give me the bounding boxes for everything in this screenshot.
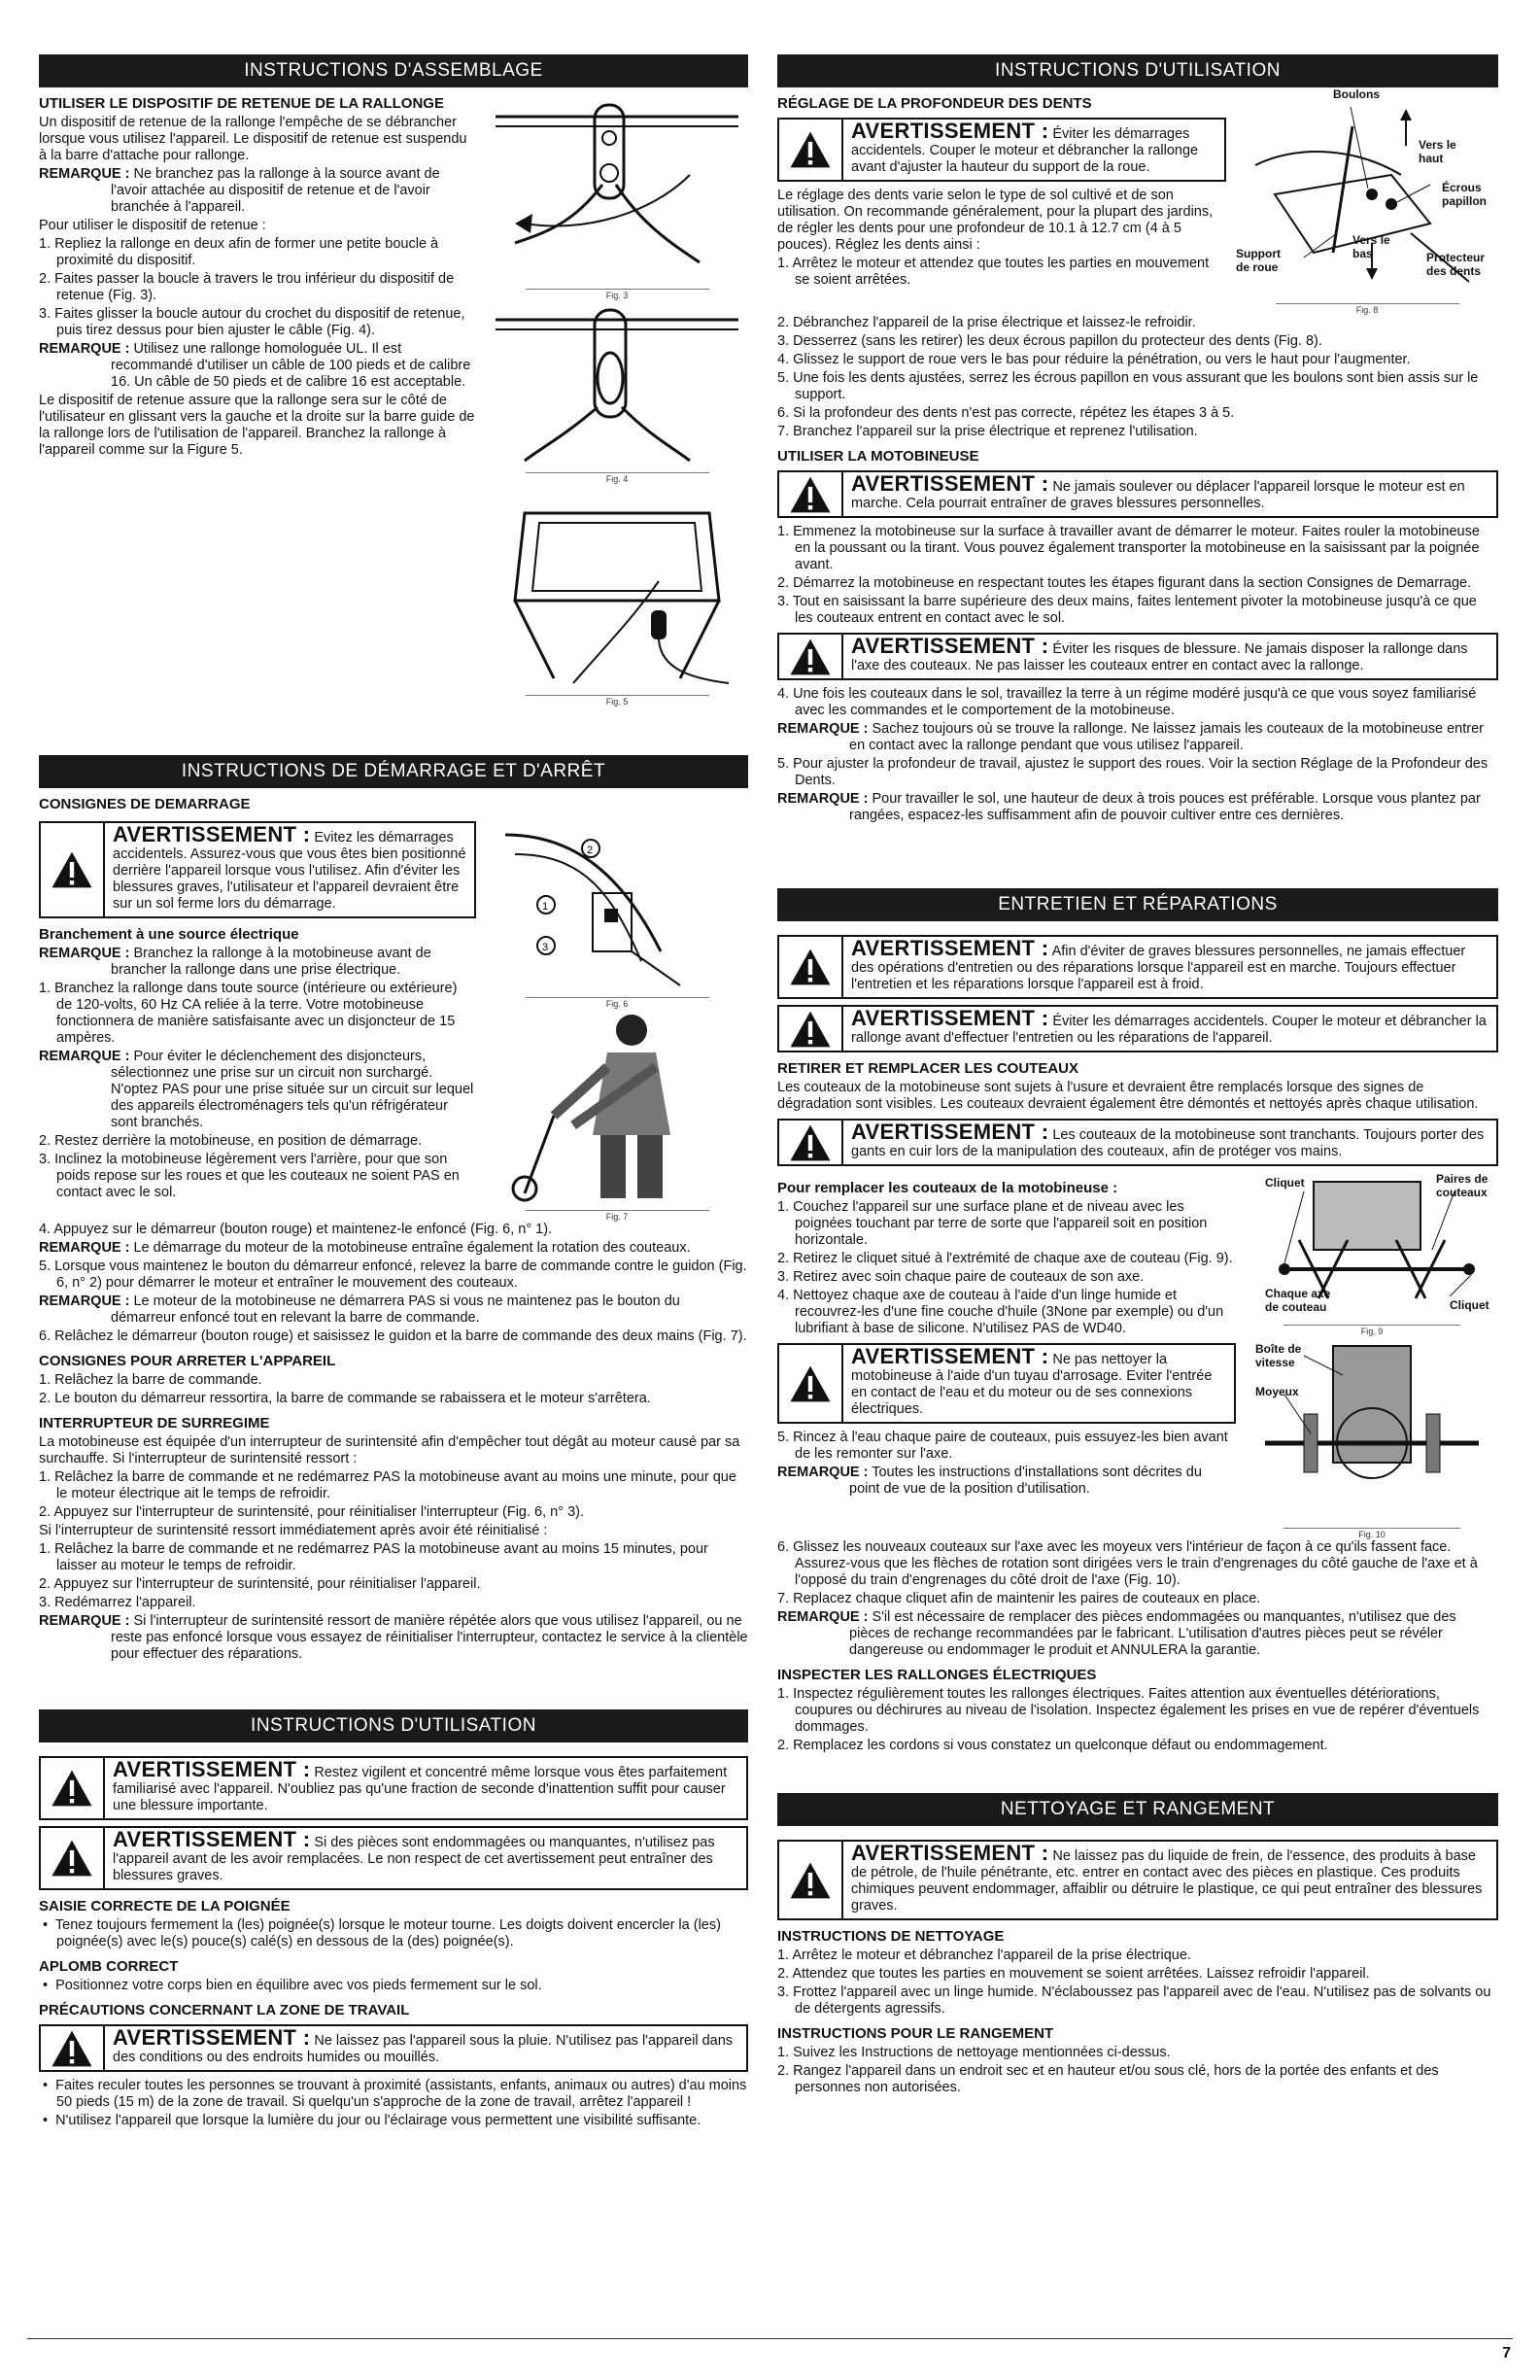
svg-text:2: 2: [587, 845, 594, 856]
branch-remark-2: REMARQUE : Pour éviter le déclenchement des disjoncteurs, sélectionnez une prise sur un circuit non surchargé. N'optez PAS pour une prise située sur un circuit sur lequel des appareils électroménagers tels qu'un réfrigérateur sont branchés.: [39, 1049, 474, 1130]
motor-step-5: 5. Pour ajuster la profondeur de travail, ajustez le support des roues. Voir la section Réglage de la Profondeur des Dents.: [777, 756, 1489, 788]
depth-step-4: 4. Glissez le support de roue vers le bas pour réduire la pénétration, ou vers le haut pour l'augmenter.: [777, 352, 1411, 367]
warning-maintenance-1: AVERTISSEMENT : Afin d'éviter de graves blessures personnelles, ne jamais effectuer des opérations d'entretien ou des réparations lorsque l'appareil est en marche. Toujours effectuer l'entretien et les réparations lorsque l'appareil est à froid.: [777, 935, 1498, 999]
stop-step-1: 1. Relâchez la barre de commande.: [39, 1372, 262, 1388]
figures-3-4-5: [486, 87, 748, 707]
warning-water: AVERTISSEMENT : Ne pas nettoyer la motobineuse à l'aide d'un tuyau d'arrosage. Eviter l'entrée en contact de l'eau et du moteur ou de ses connexions électriques.: [777, 1343, 1236, 1424]
depth-step-7: 7. Branchez l'appareil sur la prise électrique et reprenez l'utilisation.: [777, 424, 1198, 439]
fig9-label-pawl: Cliquet: [1265, 1176, 1305, 1190]
replace-step-7: 7. Replacez chaque cliquet afin de maintenir les paires de couteaux en place.: [777, 1591, 1261, 1606]
fig9-label-pairs: Paires de couteaux: [1436, 1172, 1489, 1199]
store-step-1: 1. Suivez les Instructions de nettoyage mentionnées ci-dessus.: [777, 2045, 1171, 2060]
start-section: [39, 815, 748, 1222]
warning-depth: AVERTISSEMENT : Éviter les démarrages accidentels. Couper le moteur et débrancher la rallonge avant d'ajuster la hauteur du support de la roue.: [777, 118, 1226, 182]
warning-chemicals: AVERTISSEMENT : Ne laissez pas du liquide de frein, de l'essence, des produits à base de pétrole, de l'huile pénétrante, etc. entrer en contact avec des pièces en plastique. Ces produits chimiques peuvent endommager, affaiblir ou détruire le plastique, ce qui peut entraîner des blessures graves.: [777, 1840, 1498, 1920]
fig8-label-support: Support de roue: [1236, 247, 1281, 274]
branch-title: Branchement à une source électrique: [39, 926, 299, 943]
overload-step-b1: 1. Relâchez la barre de commande et ne redémarrez PAS la motobineuse avant au moins 15 minutes, pour laisser au moteur le temps de refroidir.: [39, 1541, 708, 1573]
motor-title: UTILISER LA MOTOBINEUSE: [777, 448, 979, 465]
cords-step-1: 1. Inspectez régulièrement toutes les rallonges électriques. Faites attention aux éventuelles détériorations, coupures ou déchirures au niveau de l'isolation. Inspectez également les prises en vue de repérer d'éventuels dommages.: [777, 1686, 1480, 1735]
retention-outro: Le dispositif de retenue assure que la rallonge sera sur le côté de l'utilisateur en glissant vers la gauche et la droite sur la barre guide de la rallonge lors de l'utilisation de l'appareil. Branchez la rallonge à l'appareil comme sur la Figure 5.: [39, 393, 475, 458]
svg-text:1: 1: [542, 901, 549, 913]
retention-step-2: 2. Faites passer la boucle à travers le trou inférieur du dispositif de retenue (Fig. 3).: [39, 271, 455, 303]
depth-step-3: 3. Desserrez (sans les retirer) les deux écrous papillon du protecteur des dents (Fig. 8).: [777, 333, 1322, 349]
depth-step-1: 1. Arrêtez le moteur et attendez que toutes les parties en mouvement se soient arrêtées.: [777, 256, 1210, 288]
fig9-label-axle: Chaque axe de couteau: [1265, 1287, 1331, 1314]
stance-title: APLOMB CORRECT: [39, 1958, 179, 1975]
clean-step-3: 3. Frottez l'appareil avec un linge humide. N'éclaboussez pas l'appareil avec de l'eau. N'utilisez pas de solvants ou de détergents agressifs.: [777, 1984, 1491, 2017]
motor-step-1: 1. Emmenez la motobineuse sur la surface à travailler avant de démarrer le moteur. Faites rouler la motobineuse en la poussant ou la tirant. Vous pouvez également transporter la motobineuse en la saisissant par la poignée avant.: [777, 524, 1480, 572]
start-step-4: 4. Appuyez sur le démarreur (bouton rouge) et maintenez-le enfoncé (Fig. 6, n° 1).: [39, 1222, 553, 1237]
overload-remark: REMARQUE : Si l'interrupteur de surintensité ressort de manière répétée alors que vous utilisez l'appareil, ou ne reste pas enfoncé lorsque vous essayez de réinitialiser l'interrupteur, contactez le service à la clientèle pour effectuer des réparations.: [39, 1613, 748, 1662]
fig9-label: Fig. 9: [1283, 1325, 1460, 1336]
warning-icon: [41, 2026, 105, 2070]
warning-icon: [779, 1007, 843, 1051]
depth-title: RÉGLAGE DE LA PROFONDEUR DES DENTS: [777, 95, 1092, 112]
start-step-5: 5. Lorsque vous maintenez le bouton du démarreur enfoncé, relevez la barre de commande contre le guidon (Fig. 6, n° 2) pour démarrer le moteur et entraîner le mouvement des couteaux.: [39, 1259, 747, 1291]
warning-icon: [41, 1828, 105, 1888]
fig4-illustration: [486, 300, 748, 466]
retention-step-3: 3. Faites glisser la boucle autour du crochet du dispositif de retenue, puis tirez dessus pour bien ajuster le câble (Fig. 4).: [39, 306, 465, 338]
page-number: 7: [1502, 2345, 1511, 2362]
fig8-label: Fig. 8: [1276, 303, 1459, 315]
replace-title: Pour remplacer les couteaux de la motobineuse :: [777, 1180, 1118, 1196]
warning-maintenance-2: AVERTISSEMENT : Éviter les démarrages accidentels. Couper le moteur et débrancher la rallonge avant d'effectuer l'entretien ou les réparations de l'appareil.: [777, 1005, 1498, 1052]
warning-cord: AVERTISSEMENT : Éviter les risques de blessure. Ne jamais disposer la rallonge dans l'axe des couteaux. Ne pas laisser les couteaux entrer en contact avec la rallonge.: [777, 633, 1498, 680]
banner-assembly: INSTRUCTIONS D'ASSEMBLAGE: [39, 54, 748, 87]
overload-title: INTERRUPTEUR DE SURREGIME: [39, 1415, 270, 1431]
fig7-illustration: [486, 1009, 748, 1203]
warning-icon: [41, 823, 105, 916]
branch-step-1: 1. Branchez la rallonge dans toute source (intérieure ou extérieure) de 120-volts, 60 Hz CA reliée à la terre. Votre motobineuse fonctionnera de manière satisfaisante avec un disjoncteur de 15 ampères.: [39, 981, 458, 1046]
retention-remark-2: REMARQUE : Utilisez une rallonge homologuée UL. Il est recommandé d'utiliser un câble de 100 pieds et de calibre 16. Un câble de 50 pieds et de calibre 16 est acceptable.: [39, 341, 471, 390]
cords-title: INSPECTER LES RALLONGES ÉLECTRIQUES: [777, 1667, 1097, 1683]
retention-intro: Un dispositif de retenue de la rallonge l'empêche de se débrancher lorsque vous utilisez l'appareil. Le dispositif de retenue est suspendu à la barre d'attache pour rallonge.: [39, 115, 467, 163]
grip-text: • Tenez toujours fermement la (les) poignée(s) lorsque le moteur tourne. Les doigts doivent encercler la (les) poignée(s) avec le(s) pouce(s) calé(s) en dessous de la (des) poignée(s).: [43, 1917, 721, 1949]
replace-section: [777, 1172, 1498, 1539]
overload-step-a1: 1. Relâchez la barre de commande et ne redémarrez PAS la motobineuse avant au moins une minute, pour que le moteur électrique ait le temps de refroidir.: [39, 1469, 736, 1501]
depth-step-6: 6. Si la profondeur des dents n'est pas correcte, répétez les étapes 3 à 5.: [777, 405, 1235, 421]
depth-intro: Le réglage des dents varie selon le type de sol cultivé et de son utilisation. On recommande généralement, pour la plupart des jardins, de régler les dents pour une profondeur de 10.1 à 12.7 cm (4 à 5 pouces). Réglez les dents ainsi :: [777, 188, 1214, 253]
replace-step-6: 6. Glissez les nouveaux couteaux sur l'axe avec les moyeux vers l'intérieur de façon à ce qu'ils fassent face. Assurez-vous que les flèches de rotation sont dirigées vers le train d'engrenages du côté gauche de l'axe et à l'opposé du train d'engrenages du côté droit de l'axe (Fig. 10).: [777, 1539, 1478, 1588]
fig5-label: Fig. 5: [526, 695, 709, 707]
right-column: [777, 54, 1498, 2098]
banner-use-right: INSTRUCTIONS D'UTILISATION: [777, 54, 1498, 87]
fig9-label-pawl-2: Cliquet: [1450, 1298, 1489, 1312]
depth-section: [777, 87, 1498, 315]
replace-step-5: 5. Rincez à l'eau chaque paire de couteaux, puis essuyez-les bien avant de les remonter sur l'axe.: [777, 1430, 1228, 1462]
retention-title: UTILISER LE DISPOSITIF DE RETENUE DE LA RALLONGE: [39, 95, 444, 112]
overload-intro: La motobineuse est équipée d'un interrupteur de surintensité afin d'empêcher tout dégât au moteur causé par sa surchauffe. Si l'interrupteur de surintensité ressort :: [39, 1434, 740, 1466]
area-bullet-2: • N'utilisez l'appareil que lorsque la lumière du jour ou l'éclairage vous permettent une visibilité suffisante.: [43, 2113, 702, 2128]
clean-title: INSTRUCTIONS DE NETTOYAGE: [777, 1928, 1005, 1945]
fig3-illustration: [486, 87, 748, 282]
area-title: PRÉCAUTIONS CONCERNANT LA ZONE DE TRAVAIL: [39, 2002, 410, 2018]
fig8-label-guard: Protecteur des dents: [1426, 251, 1486, 278]
branch-step-3: 3. Inclinez la motobineuse légèrement vers l'arrière, pour que son poids repose sur les roues et que les couteaux ne soient PAS en contact avec le sol.: [39, 1152, 460, 1200]
figures-9-10: [1246, 1172, 1498, 1539]
fig8-label-up: Vers le haut: [1419, 138, 1456, 165]
warning-icon: [779, 120, 843, 180]
footer-rule: [27, 2338, 1513, 2339]
warning-motor: AVERTISSEMENT : Ne jamais soulever ou déplacer l'appareil lorsque le moteur est en marche. Cela pourrait entraîner de graves blessures personnelles.: [777, 470, 1498, 518]
warning-icon: [779, 937, 843, 997]
fig7-label: Fig. 7: [526, 1210, 709, 1222]
branch-step-2: 2. Restez derrière la motobineuse, en position de démarrage.: [39, 1133, 423, 1149]
motor-step-4: 4. Une fois les couteaux dans le sol, travaillez la terre à un régime modéré jusqu'à ce que vous soyez familiarisé avec les commandes et le comportement de la motobineuse.: [777, 686, 1477, 718]
clean-step-2: 2. Attendez que toutes les parties en mouvement se soient arrêtées. Laissez refroidir l'appareil.: [777, 1966, 1370, 1982]
stance-text: • Positionnez votre corps bien en équilibre avec vos pieds fermement sur le sol.: [43, 1978, 542, 1993]
warning-start: AVERTISSEMENT : Evitez les démarrages accidentels. Assurez-vous que vous êtes bien positionné derrière l'appareil lorsque vous l'utilisez. Afin d'éviter les blessures graves, l'utilisateur et l'appareil devraient être sur un sol ferme lors du démarrage.: [39, 821, 476, 918]
clean-step-1: 1. Arrêtez le moteur et débranchez l'appareil de la prise électrique.: [777, 1948, 1191, 1963]
overload-step-b3: 3. Redémarrez l'appareil.: [39, 1595, 196, 1610]
start-remark-4: REMARQUE : Le moteur de la motobineuse ne démarrera PAS si vous ne maintenez pas le bouton du démarreur enfoncé tout en relevant la barre de commande.: [39, 1293, 680, 1326]
motor-step-3: 3. Tout en saisissant la barre supérieure des deux mains, faites lentement pivoter la motobineuse jusqu'à ce que les couteaux entrent en contact avec le sol.: [777, 594, 1477, 626]
replace-step-2: 2. Retirez le cliquet situé à l'extrémité de chaque axe de couteau (Fig. 9).: [777, 1251, 1233, 1266]
replace-remark-2: REMARQUE : S'il est nécessaire de remplacer des pièces endommagées ou manquantes, n'utilisez que des pièces de rechange recommandées par le fabricant. L'utilisation d'autres pièces peut se révéler dangereuse ou endommager le produit et ANNULERA la garantie.: [777, 1609, 1456, 1658]
overload-step-b2: 2. Appuyez sur l'interrupteur de surintensité, pour réinitialiser l'appareil.: [39, 1576, 481, 1592]
fig8-label-wingnuts: Écrous papillon: [1442, 181, 1487, 208]
fig8-label-down: Vers le bas: [1352, 233, 1390, 260]
stop-title: CONSIGNES POUR ARRETER L'APPAREIL: [39, 1353, 336, 1369]
warning-vigilance: AVERTISSEMENT : Restez vigilent et concentré même lorsque vous êtes parfaitement familiarisé avec l'appareil. N'oubliez pas qu'une fraction de seconde d'inattention suffit pour causer une blessure importante.: [39, 1756, 748, 1820]
warning-icon: [779, 1121, 843, 1164]
banner-maintenance: ENTRETIEN ET RÉPARATIONS: [777, 888, 1498, 921]
cords-step-2: 2. Remplacez les cordons si vous constatez un quelconque défaut ou endommagement.: [777, 1738, 1328, 1753]
store-step-2: 2. Rangez l'appareil dans un endroit sec et en hauteur et/ou sous clé, hors de la portée des enfants et des personnes non autorisées.: [777, 2063, 1439, 2095]
branch-remark-1: REMARQUE : Branchez la rallonge à la motobineuse avant de brancher la rallonge dans une prise électrique.: [39, 946, 431, 978]
replace-remark-1: REMARQUE : Toutes les instructions d'installations sont décrites du point de vue de la position d'utilisation.: [777, 1465, 1202, 1497]
motor-remark-2: REMARQUE : Pour travailler le sol, une hauteur de deux à trois pouces est préférable. Lorsque vous plantez par rangées, espacez-les suffisamment afin de pouvoir cultiver entre ces dernières.: [777, 791, 1481, 823]
replace-step-1: 1. Couchez l'appareil sur une surface plane et de niveau avec les poignées touchant par terre de sorte que l'appareil soit en position horizontale.: [777, 1199, 1208, 1248]
figure-8: [1236, 87, 1498, 315]
depth-step-5: 5. Une fois les dents ajustées, serrez les écrous papillon en vous assurant que les boulons sont bien assis sur le support.: [777, 370, 1479, 402]
blades-title: RETIRER ET REMPLACER LES COUTEAUX: [777, 1060, 1079, 1077]
retention-use: Pour utiliser le dispositif de retenue :: [39, 218, 266, 233]
replace-step-4: 4. Nettoyez chaque axe de couteau à l'aide d'un linge humide et recouvrez-les d'une fine couche d'huile (3None par exemple) ou d'un lubrifiant à base de silicone. N'utilisez PAS de WD40.: [777, 1288, 1224, 1336]
start-title: CONSIGNES DE DEMARRAGE: [39, 796, 251, 812]
overload-mid: Si l'interrupteur de surintensité ressort immédiatement après avoir été réinitialisé :: [39, 1523, 548, 1538]
stop-step-2: 2. Le bouton du démarreur ressortira, la barre de commande se rabaissera et le moteur s'arrêtera.: [39, 1391, 651, 1406]
retention-section: [39, 87, 748, 707]
blades-intro: Les couteaux de la motobineuse sont sujets à l'usure et devraient être remplacés lorsque des signes de dégradation sont visibles. Les couteaux devraient également être démontés et nettoyés après chaque utilisation.: [777, 1080, 1479, 1112]
replace-step-3: 3. Retirez avec soin chaque paire de couteaux de son axe.: [777, 1269, 1145, 1285]
warning-icon: [779, 1345, 843, 1422]
overload-step-a2: 2. Appuyez sur l'interrupteur de surintensité, pour réinitialiser l'interrupteur (Fig. 6, n° 3).: [39, 1504, 584, 1520]
figures-6-7: [486, 815, 748, 1222]
warning-blades: AVERTISSEMENT : Les couteaux de la motobineuse sont tranchants. Toujours porter des gants en cuir lors de la manipulation des couteaux, afin de protéger vos mains.: [777, 1119, 1498, 1166]
fig8-label-bolts: Boulons: [1333, 87, 1380, 101]
fig5-illustration: [486, 484, 748, 688]
svg-text:3: 3: [542, 942, 549, 953]
grip-title: SAISIE CORRECTE DE LA POIGNÉE: [39, 1898, 291, 1914]
fig6-illustration: [486, 815, 748, 990]
fig3-label: Fig. 3: [526, 289, 709, 300]
warning-damaged-parts: AVERTISSEMENT : Si des pièces sont endommagées ou manquantes, n'utilisez pas l'appareil avant de les avoir remplacées. Le non respect de cet avertissement peut entraîner des blessures graves.: [39, 1826, 748, 1890]
banner-use-left: INSTRUCTIONS D'UTILISATION: [39, 1709, 748, 1742]
fig10-label-hubs: Moyeux: [1255, 1385, 1299, 1398]
fig10-label: Fig. 10: [1283, 1528, 1460, 1539]
motor-step-2: 2. Démarrez la motobineuse en respectant toutes les étapes figurant dans la section Consignes de Demarrage.: [777, 575, 1472, 591]
start-remark-3: REMARQUE : Le démarrage du moteur de la motobineuse entraîne également la rotation des couteaux.: [39, 1240, 691, 1256]
retention-step-1: 1. Repliez la rallonge en deux afin de former une petite boucle à proximité du dispositif.: [39, 236, 439, 268]
retention-remark-1: REMARQUE : Ne branchez pas la rallonge à la source avant de l'avoir attachée au dispositif de retenue et de l'avoir branchée à l'appareil.: [39, 166, 440, 215]
warning-icon: [779, 635, 843, 678]
left-column: [39, 54, 748, 2131]
start-step-6: 6. Relâchez le démarreur (bouton rouge) et saisissez le guidon et la barre de commande des deux mains (Fig. 7).: [39, 1328, 747, 1344]
fig6-label: Fig. 6: [526, 997, 709, 1009]
warning-icon: [779, 472, 843, 516]
warning-rain: AVERTISSEMENT : Ne laissez pas l'appareil sous la pluie. N'utilisez pas l'appareil dans des conditions ou des endroits humides ou mouillés.: [39, 2024, 748, 2072]
warning-icon: [41, 1758, 105, 1818]
store-title: INSTRUCTIONS POUR LE RANGEMENT: [777, 2025, 1054, 2042]
depth-step-2: 2. Débranchez l'appareil de la prise électrique et laissez-le refroidir.: [777, 315, 1196, 330]
fig4-label: Fig. 4: [526, 472, 709, 484]
banner-start-stop: INSTRUCTIONS DE DÉMARRAGE ET D'ARRÊT: [39, 755, 748, 788]
area-bullet-1: • Faites reculer toutes les personnes se trouvant à proximité (assistants, enfants, animaux ou autres) d'au moins 50 pieds (15 m) de la zone de travail. Si quelqu'un s'approche de la zone de travail, arrêtez l'appareil !: [43, 2078, 747, 2110]
warning-icon: [779, 1842, 843, 1918]
fig10-label-gearbox: Boîte de vitesse: [1255, 1342, 1302, 1369]
banner-cleaning: NETTOYAGE ET RANGEMENT: [777, 1793, 1498, 1826]
motor-remark-1: REMARQUE : Sachez toujours où se trouve la rallonge. Ne laissez jamais les couteaux de la motobineuse entrer en contact avec la rallonge pendant que vous utilisez l'appareil.: [777, 721, 1484, 753]
